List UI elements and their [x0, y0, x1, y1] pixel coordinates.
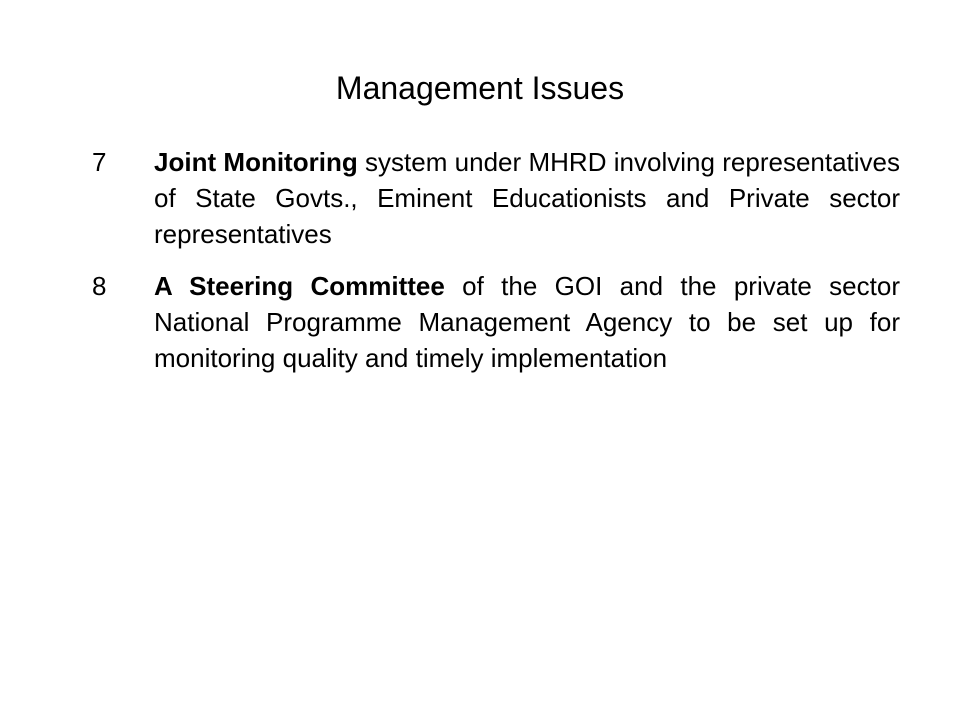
item-bold-phrase: A Steering Committee — [154, 271, 445, 301]
item-rest-text: system under MHRD involving representatives of State Govts., Eminent Educationists and Private sector representatives — [154, 147, 901, 249]
item-bold-phrase: Joint Monitoring — [154, 147, 358, 177]
item-rest-text: of the GOI and the private sector National Programme Management Agency to be set up for monitoring quality and timely implementation — [154, 271, 900, 373]
item-number: 8 — [92, 271, 107, 301]
item-text — [154, 268, 900, 376]
item-text — [154, 144, 900, 252]
item-number: 7 — [92, 147, 107, 177]
slide-title: Management Issues — [335, 70, 625, 106]
